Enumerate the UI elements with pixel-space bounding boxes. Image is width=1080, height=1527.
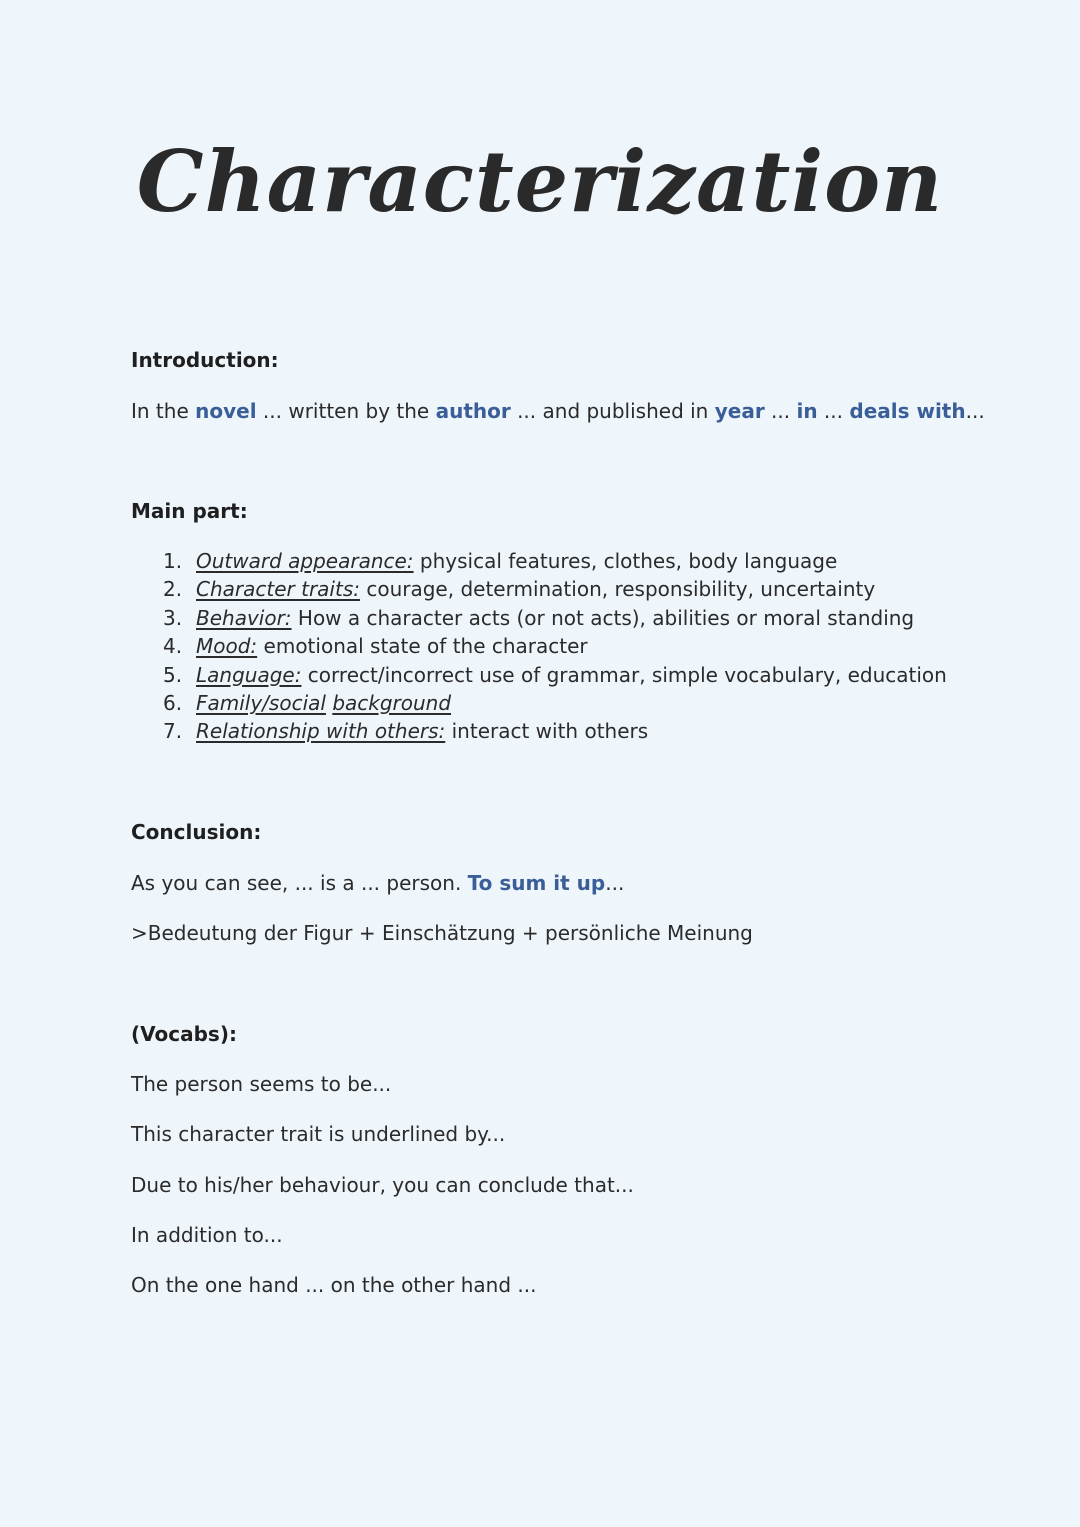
list-number: 3. (163, 605, 183, 630)
list-text: correct/incorrect use of grammar, simple vocabulary, education (301, 662, 947, 687)
intro-text-3: ... and published in (510, 399, 715, 423)
vocab-line: In addition to... (131, 1223, 283, 1247)
list-number: 2. (163, 577, 183, 602)
intro-text-4: ... (764, 399, 797, 423)
intro-text-5: ... (817, 399, 850, 423)
list-item (163, 577, 947, 605)
list-number: 5. (163, 662, 183, 687)
list-term: Character traits: (196, 577, 360, 602)
conclusion-line-2: >Bedeutung der Figur + Einschätzung + persönliche Meinung (131, 921, 753, 945)
intro-text-1: In the (131, 399, 196, 423)
conclusion-line-1 (131, 871, 624, 895)
list-text: courage, determination, responsibility, uncertainty (359, 577, 876, 602)
list-text: emotional state of the character (257, 634, 588, 659)
vocab-line: This character trait is underlined by... (131, 1122, 506, 1146)
list-term: Language: (196, 662, 302, 687)
vocabs-heading: (Vocabs): (131, 1022, 237, 1046)
list-term: Outward appearance: (196, 549, 414, 573)
vocab-line: On the one hand ... on the other hand ... (131, 1273, 537, 1297)
list-text: interact with others (445, 719, 649, 744)
list-item (163, 719, 947, 747)
list-number: 6. (163, 690, 183, 715)
conclusion-heading: Conclusion: (131, 820, 262, 844)
keyword-sum-up: To sum it up (467, 871, 606, 895)
introduction-heading: Introduction: (131, 348, 279, 372)
conclusion-tail: ... (605, 871, 625, 895)
list-number: 1. (163, 549, 183, 573)
keyword-deals-with: deals with (849, 399, 966, 423)
list-item (163, 634, 947, 662)
vocab-line: Due to his/her behaviour, you can conclude that... (131, 1173, 634, 1197)
list-term-second: background (332, 690, 452, 715)
introduction-sentence (131, 399, 985, 423)
keyword-author: author (435, 399, 511, 423)
page-title: Characterization (136, 132, 944, 231)
list-item (163, 549, 947, 577)
list-term: Relationship with others: (196, 719, 446, 744)
conclusion-text: As you can see, ... is a ... person. (131, 871, 468, 895)
list-number: 7. (163, 719, 183, 744)
list-item (163, 691, 947, 719)
keyword-in: in (796, 399, 818, 423)
list-text: physical features, clothes, body language (413, 549, 838, 573)
list-term: Family/social (196, 690, 326, 715)
list-term: Mood: (196, 634, 258, 659)
list-term: Behavior: (196, 605, 292, 630)
keyword-novel: novel (195, 399, 257, 423)
list-item (163, 663, 947, 691)
keyword-year: year (714, 399, 765, 423)
intro-text-6: ... (965, 399, 985, 423)
main-part-heading: Main part: (131, 499, 248, 523)
main-part-list (163, 549, 947, 748)
list-text: How a character acts (or not acts), abilities or moral standing (291, 605, 915, 630)
list-number: 4. (163, 634, 183, 659)
intro-text-2: ... written by the (256, 399, 436, 423)
list-item (163, 606, 947, 634)
vocab-line: The person seems to be... (131, 1072, 392, 1096)
